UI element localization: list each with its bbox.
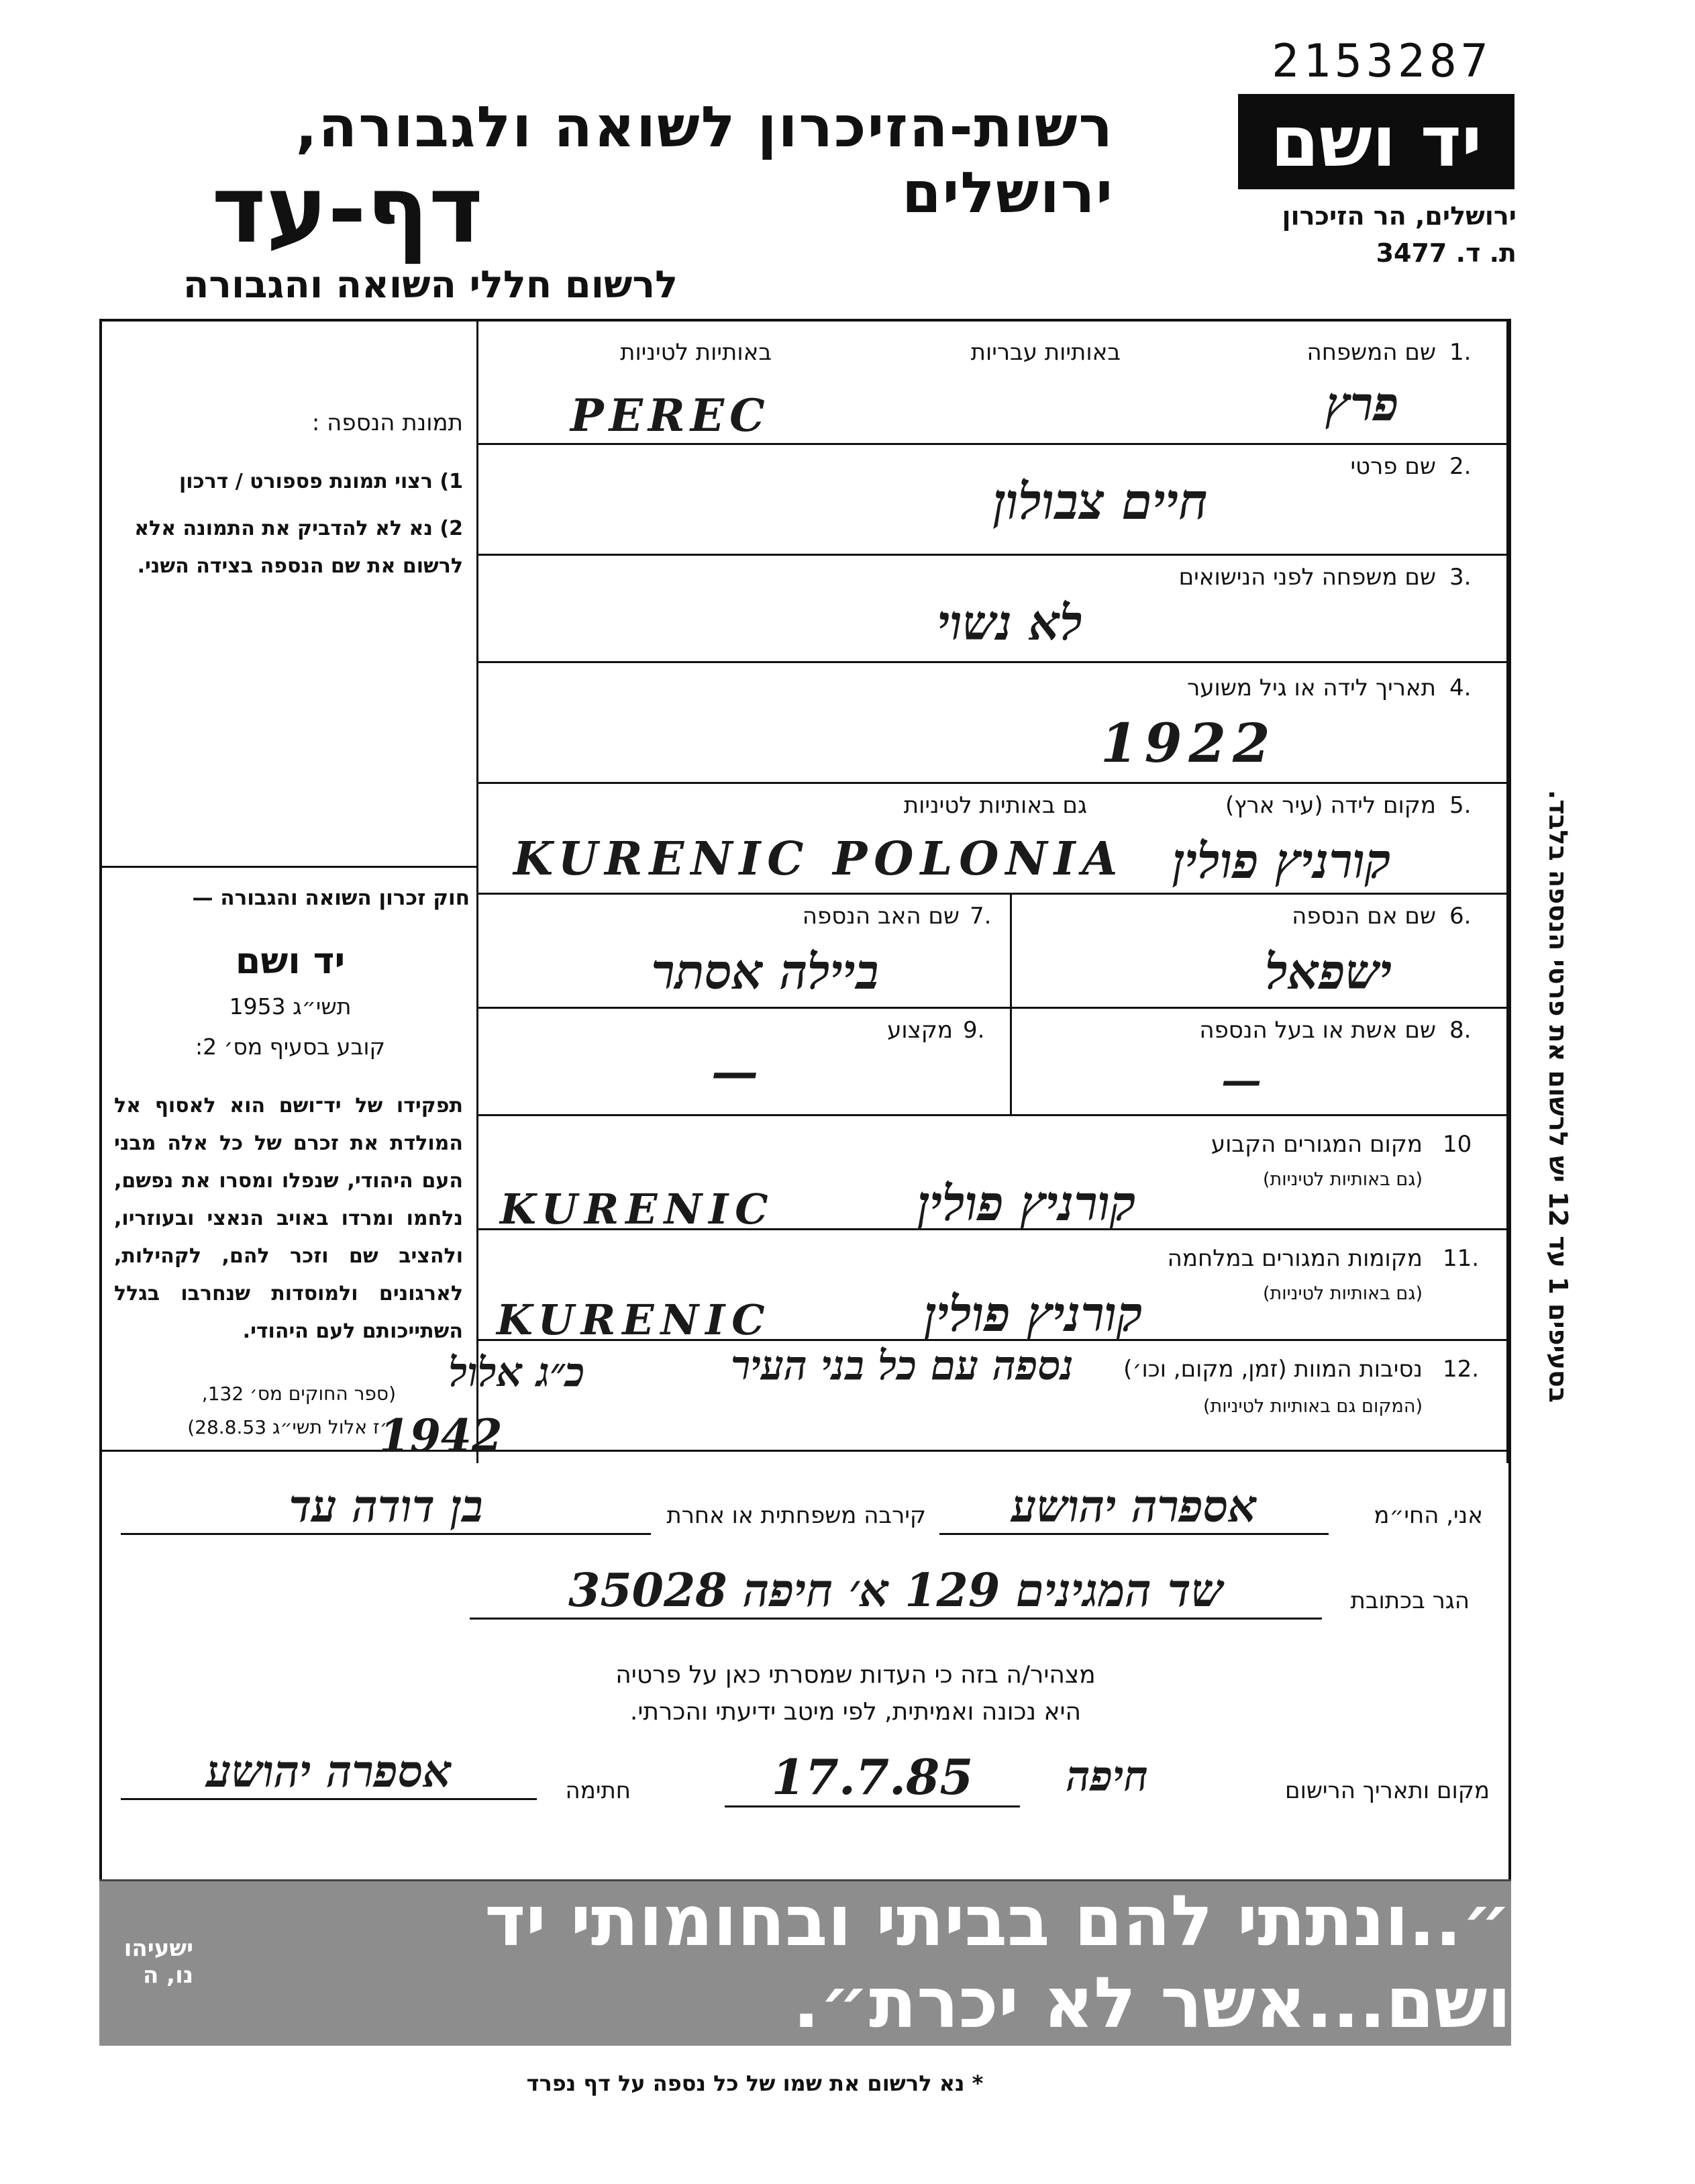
law-box-name: יד ושם (235, 940, 346, 982)
field-1-number: 1. (1449, 339, 1472, 366)
field-12-date: כ״ג אלול (448, 1349, 585, 1396)
field-10-label: מקום המגורים הקבוע (1211, 1131, 1423, 1158)
field-6-value: ישפאל (1265, 943, 1392, 1000)
field-6-number: 6. (1449, 903, 1472, 930)
field-5-latin-note: גם באותיות לטיניות (903, 792, 1087, 819)
left-box-separator (99, 866, 476, 868)
field-8-value: — (1221, 1057, 1262, 1104)
field-12-note: (המקום גם באותיות לטיניות) (1202, 1396, 1423, 1417)
law-box-ref: (ספר החוקים מס׳ 132, (201, 1383, 396, 1405)
field-4-label: תאריך לידה או גיל משוער (1187, 675, 1436, 701)
row-separator (476, 443, 1508, 445)
footer-quote (99, 1879, 1511, 2044)
relation-label: קירבה משפחתית או אחרת (666, 1502, 926, 1529)
field-12-year: 1942 (379, 1409, 503, 1462)
field-11-note: (גם באותיות לטיניות) (1262, 1283, 1423, 1304)
yad-vashem-logo: יד ושם (1238, 94, 1514, 189)
logo-address: ירושלים, הר הזיכרון (1282, 201, 1517, 231)
logo-pobox: ת. ד. 3477 (1376, 238, 1517, 268)
row-separator (476, 661, 1508, 663)
row-separator (476, 1007, 1508, 1009)
field-6-label: שם אם הנספה (1292, 903, 1436, 930)
inner-divider (1010, 893, 1012, 1114)
field-2-number: 2. (1449, 453, 1472, 480)
latin-letters-header: באותיות לטיניות (620, 339, 772, 366)
side-note-text: בסעיפים 1 עד 12 יש לרשום את פרטי הנספה בלבד. (1543, 789, 1573, 1403)
field-10-value-hebrew: קורניץ פולין (917, 1175, 1136, 1232)
photo-box-item-2: 2) נא לא להדביק את התמונה אלא לרשום את שם הנספה בצידה השני. (134, 517, 463, 578)
document-number: 2153287 (1272, 35, 1492, 88)
field-5-number: 5. (1449, 792, 1472, 819)
organization-name: רשות-הזיכרון לשואה ולגבורה, ירושלים (295, 94, 1114, 226)
field-10-number: 10 (1443, 1131, 1472, 1158)
signature-label: חתימה (565, 1777, 631, 1804)
field-4-number: 4. (1449, 675, 1472, 701)
row-separator (476, 893, 1508, 895)
relation-value: בן דודה עד (121, 1480, 651, 1535)
law-box-title: חוק זכרון השואה והגבורה — (192, 886, 470, 910)
footer-quote-text: ״..ונתתי להם בביתי ובחומותי יד ושם...אשר לא יכרת״. (484, 1879, 1511, 2044)
field-7-label: שם האב הנספה (802, 903, 960, 930)
field-11-label: מקומות המגורים במלחמה (1167, 1245, 1423, 1272)
field-10-value-latin: KURENIC (500, 1185, 775, 1234)
photo-box-title: תמונת הנספה : (311, 409, 463, 436)
photo-box-item-1: 1) רצוי תמונת פספורט / דרכון (178, 470, 463, 493)
row-separator (476, 782, 1508, 784)
statement-line-1: מצהיר/ה בזה כי העדות שמסרתי כאן על פרטיה (615, 1661, 1096, 1689)
statement-line-2: היא נכונה ואמיתית, לפי מיטב ידיעתי והכרתי. (629, 1698, 1082, 1726)
field-12-value: נספה עם כל בני העיר (731, 1342, 1074, 1389)
field-5-label: מקום לידה (עיר ארץ) (1225, 792, 1436, 819)
address-value: שד המגינים 129 א׳ חיפה 35028 (470, 1564, 1322, 1620)
field-2-label: שם פרטי (1350, 453, 1436, 480)
right-divider (1506, 319, 1508, 1463)
field-11-value-hebrew: קורניץ פולין (924, 1285, 1143, 1342)
declarant-name: אספרה יהושע (939, 1480, 1329, 1535)
law-box-body: תפקידו של יד־ושם הוא לאסוף אל המולדת את זכרם של כל אלה מבני העם היהודי, שנפלו ומסרו את נפשם, נלחמו ומרדו באויב הנאצי ובעוזריו, ולהציב שם וזכר להם, לקהילות, לארגונים ולמוסדות שנחרבו בגלל השתייכותם לעם היהודי. (114, 1094, 463, 1343)
footer-note: * נא לרשום את שמו של כל נספה על דף נפרד (526, 2071, 984, 2096)
law-box-clause: קובע בסעיף מס׳ 2: (195, 1034, 385, 1060)
column-divider (476, 319, 478, 1463)
signature-value: אספרה יהושע (121, 1745, 537, 1800)
field-3-value: לא נשוי (937, 594, 1083, 651)
registration-date: 17.7.85 (725, 1748, 1020, 1807)
address-label: הגר בכתובת (1350, 1587, 1470, 1614)
field-10-note: (גם באותיות לטיניות) (1262, 1169, 1423, 1190)
field-12-label: נסיבות המוות (זמן, מקום, וכו׳) (1123, 1356, 1423, 1383)
row-separator (476, 1114, 1508, 1116)
footer-quote-source: ישעיהו נו, ה (123, 1934, 194, 1989)
declarant-label: אני, החי״מ (1374, 1502, 1483, 1529)
place-date-label: מקום ותאריך הרישום (1285, 1777, 1490, 1804)
field-3-label: שם משפחה לפני הנישואים (1178, 564, 1436, 591)
field-3-number: 3. (1449, 564, 1472, 591)
field-11-value-latin: KURENIC (497, 1295, 772, 1344)
side-note (1543, 698, 1584, 1403)
field-1-value-latin: PEREC (570, 389, 770, 442)
page-subtitle: לרשום חללי השואה והגבורה (183, 263, 678, 307)
field-4-value: 1922 (1100, 711, 1277, 775)
field-1-label: שם המשפחה (1306, 339, 1436, 366)
field-12-number: 12. (1443, 1356, 1480, 1383)
field-1-value-hebrew: פרץ (1325, 376, 1399, 432)
field-7-number: 7. (970, 903, 992, 930)
field-11-number: 11. (1443, 1245, 1480, 1272)
registration-place: חיפה (1066, 1752, 1149, 1801)
field-5-value-hebrew: קורניץ פולין (1172, 832, 1391, 889)
row-separator (476, 554, 1508, 556)
field-7-value: ביילה אסתר (651, 943, 879, 1000)
page-title: דף-עד (211, 156, 483, 264)
hebrew-letters-header: באותיות עבריות (970, 339, 1121, 366)
law-box-year: תשי״ג 1953 (229, 993, 352, 1020)
field-9-number: 9. (963, 1017, 985, 1044)
law-box-ref-date: י״ז אלול תשי״ג 28.8.53) (187, 1416, 396, 1438)
field-9-value: — (711, 1044, 758, 1099)
field-2-value: חיים צבולון (992, 473, 1209, 531)
section-separator (99, 1450, 1511, 1452)
field-9-label: מקצוע (887, 1017, 953, 1044)
field-8-number: 8. (1449, 1017, 1472, 1044)
field-8-label: שם אשת או בעל הנספה (1199, 1017, 1436, 1044)
field-5-value-latin: KURENIC POLONIA (513, 832, 1125, 886)
